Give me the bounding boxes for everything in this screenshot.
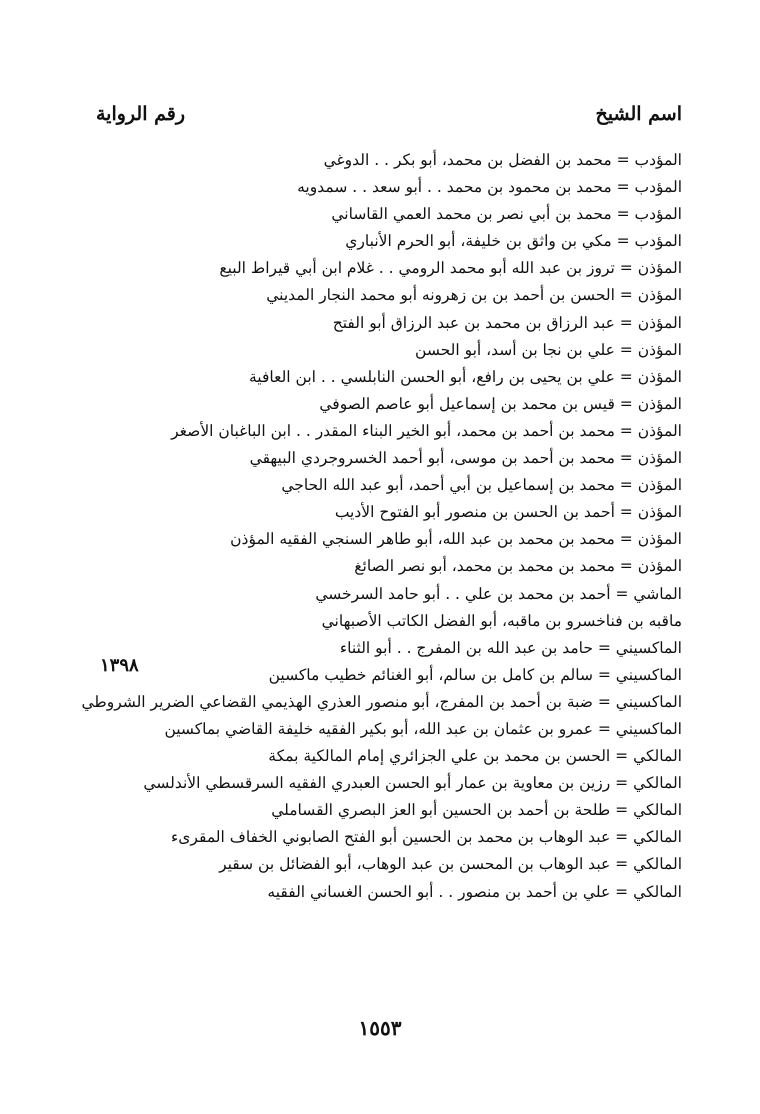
list-item: المالكي = رزين بن معاوية بن عمار أبو الحسن العبدري الفقيه السرقسطي الأندلسي	[143, 774, 682, 793]
list-item: المؤذن = تروز بن عبد الله أبو محمد الرومي . . غلام ابن أبي قيراط البيع	[219, 259, 682, 278]
page-number: ١٥٥٣	[358, 1016, 402, 1040]
list-item: الماكسيني = عمرو بن عثمان بن عبد الله، أبو بكير الفقيه خليفة القاضي بماكسين	[164, 719, 682, 738]
list-item: المالكي = عبد الوهاب بن محمد بن الحسين أبو الفتح الصابوني الخفاف المقرىء	[171, 828, 682, 847]
table-header	[96, 103, 682, 133]
list-item: المؤذن = محمد بن إسماعيل بن أبي أحمد، أبو عبد الله الحاجي	[281, 476, 682, 495]
list-item: المؤذن = محمد بن أحمد بن موسى، أبو أحمد الخسروجردي البيهقي	[249, 449, 682, 468]
list-item: المالكي = عبد الوهاب بن المحسن بن عبد الوهاب، أبو الفضائل بن سقير	[219, 855, 682, 874]
list-item: المؤذن = عبد الرزاق بن محمد بن عبد الرزاق أبو الفتح	[332, 313, 682, 332]
list-item: المؤدب = مكي بن واثق بن خليفة، أبو الحرم الأنباري	[345, 232, 682, 251]
narration-number-heading: رقم الرواية	[96, 103, 185, 125]
list-item: المؤدب = محمد بن الفضل بن محمد، أبو بكر . . الدوغي	[323, 151, 682, 169]
list-item: المؤذن = الحسن بن أحمد بن بن زهرونه أبو محمد النجار المديني	[266, 286, 682, 305]
narration-number: ١٣٩٨	[100, 655, 139, 676]
list-item: المؤذن = محمد بن محمد بن عبد الله، أبو طاهر السنجي الفقيه المؤذن	[230, 530, 682, 549]
list-item: الماشي = أحمد بن محمد بن علي . . أبو حامد السرخسي	[315, 584, 682, 603]
list-item: الماكسيني = سالم بن كامل بن سالم، أبو الغنائم خطيب ماكسين	[268, 665, 682, 684]
list-item: المؤدب = محمد بن محمود بن محمد . . أبو سعد . . سمدويه	[297, 178, 682, 197]
list-item: المالكي = طلحة بن أحمد بن الحسين أبو العز البصري القساملي	[271, 801, 682, 820]
list-item: المؤذن = علي بن نجا بن أسد، أبو الحسن	[415, 340, 682, 359]
sheikh-list	[82, 147, 682, 906]
list-item: المالكي = علي بن أحمد بن منصور . . أبو الحسن الغساني الفقيه	[267, 882, 682, 901]
list-item: المؤذن = قيس بن محمد بن إسماعيل أبو عاصم الصوفي	[319, 394, 682, 413]
sheikh-name-heading: اسم الشيخ	[595, 103, 682, 125]
list-item: ماقبه بن فناخسرو بن ماقبه، أبو الفضل الكاتب الأصبهاني	[321, 611, 682, 630]
list-item: الماكسيني = حامد بن عبد الله بن المفرج . . أبو الثناء	[339, 638, 682, 657]
list-item: المؤذن = أحمد بن الحسن بن منصور أبو الفتوح الأديب	[334, 503, 682, 522]
list-item: المؤذن = محمد بن أحمد بن محمد، أبو الخير البناء المقدر . . ابن الباغبان الأصغر	[171, 421, 682, 440]
list-item: المؤذن = علي بن يحيى بن رافع، أبو الحسن النابلسي . . ابن العافية	[248, 367, 682, 386]
list-item: المؤدب = محمد بن أبي نصر بن محمد العمي القاساني	[331, 205, 682, 224]
list-item: المالكي = الحسن بن محمد بن علي الجزائري إمام المالكية بمكة	[268, 747, 682, 766]
list-item: الماكسيني = ضبة بن أحمد بن المفرج، أبو منصور العذري الهذيمي القضاعي الضرير الشروطي	[81, 692, 682, 711]
list-item: المؤذن = محمد بن محمد بن محمد، أبو نصر الصائغ	[354, 557, 682, 576]
